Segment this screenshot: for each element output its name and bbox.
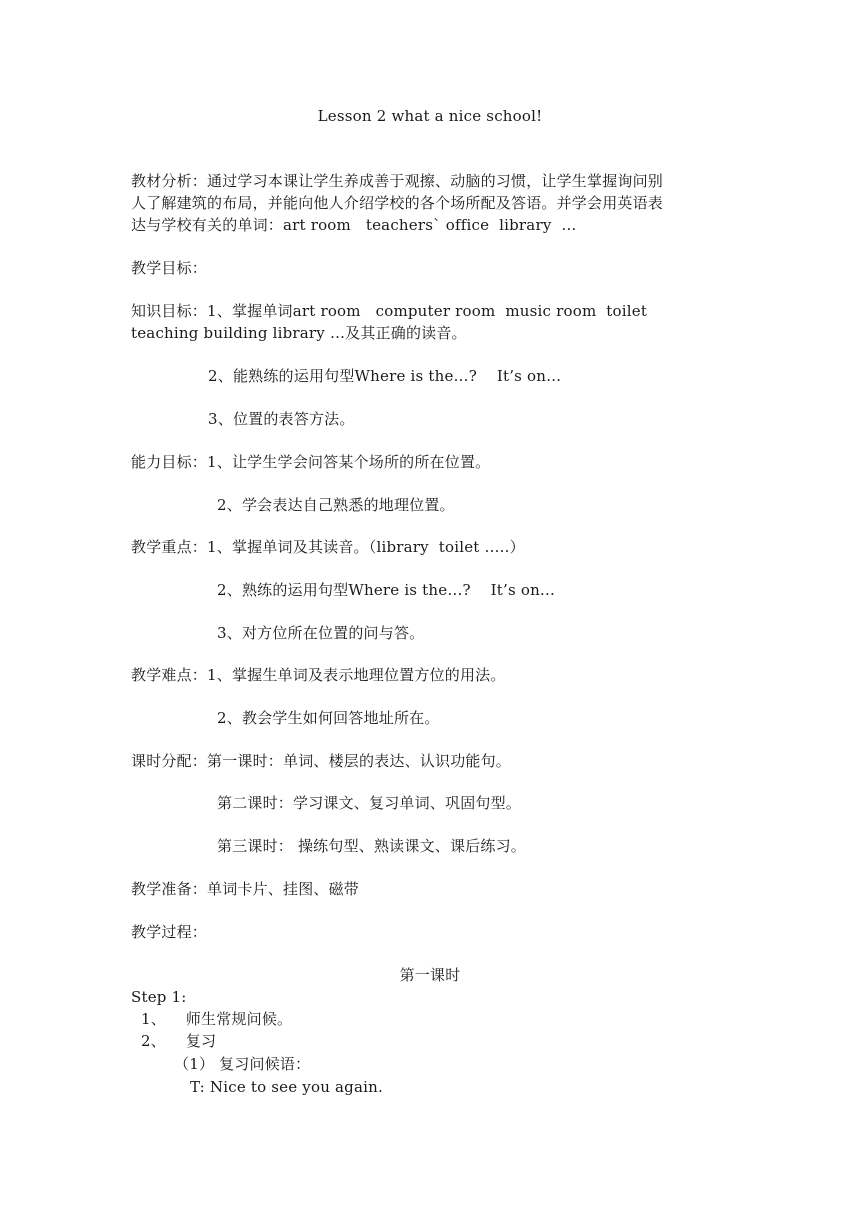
knowledge-line-2: teaching building library …及其正确的读音。 [131, 324, 467, 342]
key-point-item-3: 3、对方位所在位置的问与答。 [217, 624, 425, 642]
dialogue-line: T: Nice to see you again. [190, 1078, 383, 1096]
schedule-item-3: 第三课时： 操练句型、熟读课文、课后练习。 [217, 837, 526, 855]
preparation-line: 教学准备：单词卡片、挂图、磁带 [131, 880, 360, 898]
step-1-item-2: 2、 复习 [141, 1032, 217, 1050]
ability-item-1: 能力目标：1、让学生学会问答某个场所的所在位置。 [131, 453, 491, 471]
step-1-item-1: 1、 师生常规问候。 [141, 1010, 293, 1028]
knowledge-item-3: 3、位置的表答方法。 [208, 410, 355, 428]
schedule-item-2: 第二课时：学习课文、复习单词、巩固句型。 [217, 794, 522, 812]
difficulty-item-1: 教学难点：1、掌握生单词及表示地理位置方位的用法。 [131, 666, 506, 684]
analysis-line-1: 教材分析：通过学习本课让学生养成善于观擦、动脑的习惯，让学生掌握询问别 [131, 172, 664, 190]
schedule-item-1: 课时分配：第一课时：单词、楼层的表达、认识功能句。 [131, 752, 512, 770]
ability-item-2: 2、学会表达自己熟悉的地理位置。 [217, 496, 455, 514]
goals-heading: 教学目标： [131, 259, 208, 277]
knowledge-line-1: 知识目标：1、掌握单词art room computer room music room toilet [131, 302, 648, 320]
key-point-item-2: 2、熟练的运用句型Where is the…? It’s on… [217, 581, 556, 599]
analysis-line-2: 人了解建筑的布局，并能向他人介绍学校的各个场所配及答语。并学会用英语表 [131, 194, 664, 212]
process-heading: 教学过程： [131, 923, 208, 941]
step-1-heading: Step 1: [131, 988, 187, 1006]
step-1-sub-item-1: （1） 复习问候语： [174, 1055, 311, 1073]
lesson-title: Lesson 2 what a nice school! [317, 107, 543, 125]
knowledge-item-2: 2、能熟练的运用句型Where is the…? It’s on… [208, 367, 562, 385]
key-point-item-1: 教学重点：1、掌握单词及其读音。（library toilet …..） [131, 538, 525, 556]
period-title: 第一课时 [399, 966, 461, 984]
difficulty-item-2: 2、教会学生如何回答地址所在。 [217, 709, 440, 727]
analysis-line-3: 达与学校有关的单词：art room teachers` office library … [131, 216, 577, 234]
